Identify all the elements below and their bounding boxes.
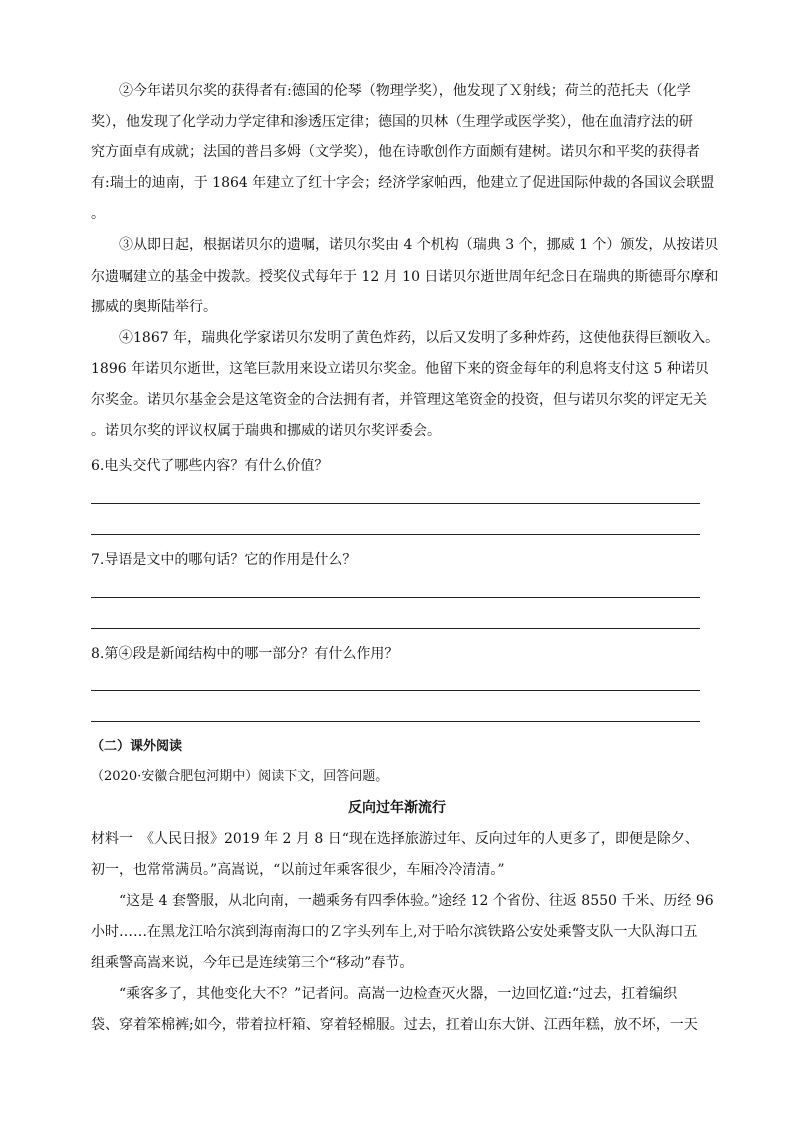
- paragraph-2-line: 究方面卓有成就；法国的普吕多姆（文学奖），他在诗歌创作方面颇有建树。诺贝尔和平奖的获得者: [91, 144, 700, 160]
- paragraph-2-line: 有:瑞士的迪南，于 1864 年建立了红十字会；经济学家帕西，他建立了促进国际仲裁的各国议会联盟: [91, 175, 715, 191]
- source-note: （2020·安徽合肥包河期中）阅读下文，回答问题。: [91, 769, 389, 784]
- article-line: 组乘警高嵩来说，今年已是连续第三个“移动”春节。: [91, 955, 414, 971]
- answer-line[interactable]: [91, 534, 700, 535]
- paragraph-3-line: ③从即日起，根据诺贝尔的遗嘱，诺贝尔奖由 4 个机构（瑞典 3 个，挪威 1 个）颁发，从按诺贝: [119, 237, 719, 253]
- question-7: 7.导语是文中的哪句话？它的作用是什么？: [91, 552, 357, 568]
- paragraph-4-line: 尔奖金。诺贝尔基金会是这笔资金的合法拥有者，并管理这笔资金的投资，但与诺贝尔奖的评定无关: [91, 392, 707, 408]
- paragraph-2-line: ②今年诺贝尔奖的获得者有:德国的伦琴（物理学奖），他发现了Ｘ射线；荷兰的范托夫（化学: [119, 83, 691, 99]
- article-line: 材料一 《人民日报》2019 年 2 月 8 日“现在选择旅游过年、反向过年的人更多了，即便是除夕、: [91, 831, 699, 847]
- section-heading: （二）课外阅读: [91, 739, 183, 754]
- article-line: “这是 4 套警服，从北向南，一趟乘务有四季体验。”途经 12 个省份、往返 8550 千米、历经 96: [119, 893, 714, 909]
- question-6: 6.电头交代了哪些内容？有什么价值？: [91, 458, 329, 474]
- article-line: 袋、穿着笨棉裤;如今，带着拉杆箱、穿着轻棉服。过去，扛着山东大饼、江西年糕，放不坏，一天: [91, 1017, 698, 1033]
- article-line: 小时……在黑龙江哈尔滨到海南海口的Ｚ字头列车上,对于哈尔滨铁路公安处乘警支队一大队海口五: [91, 924, 698, 940]
- answer-line[interactable]: [91, 597, 700, 598]
- article-title: 反向过年渐流行: [348, 800, 446, 816]
- paragraph-4-line: 。诺贝尔奖的评议权属于瑞典和挪威的诺贝尔奖评委会。: [91, 423, 441, 439]
- answer-line[interactable]: [91, 721, 700, 722]
- article-line: 初一，也常常满员。”高嵩说，“以前过年乘客很少，车厢冷冷清清。”: [91, 862, 505, 878]
- answer-line[interactable]: [91, 690, 700, 691]
- answer-line[interactable]: [91, 628, 700, 629]
- answer-line[interactable]: [91, 503, 700, 504]
- paragraph-3-line: 挪威的奥斯陆举行。: [91, 299, 217, 315]
- question-8: 8.第④段是新闻结构中的哪一部分？有什么作用？: [91, 646, 399, 662]
- paragraph-4-line: 1896 年诺贝尔逝世，这笔巨款用来设立诺贝尔奖金。他留下来的资金每年的利息将支付这 5 种诺贝: [91, 361, 709, 377]
- paragraph-2-line: 。: [91, 206, 105, 222]
- article-line: “乘客多了，其他变化大不？”记者问。高嵩一边检查灭火器，一边回忆道:“过去，扛着编织: [119, 986, 678, 1002]
- paragraph-4-line: ④1867 年，瑞典化学家诺贝尔发明了黄色炸药，以后又发明了多种炸药，这使他获得巨额收入。: [119, 330, 720, 346]
- paragraph-2-line: 奖），他发现了化学动力学定律和渗透压定律；德国的贝林（生理学或医学奖），他在血清疗法的研: [91, 114, 693, 130]
- paragraph-3-line: 尔遗嘱建立的基金中拨款。授奖仪式每年于 12 月 10 日诺贝尔逝世周年纪念日在瑞典的斯德哥尔摩和: [91, 269, 719, 285]
